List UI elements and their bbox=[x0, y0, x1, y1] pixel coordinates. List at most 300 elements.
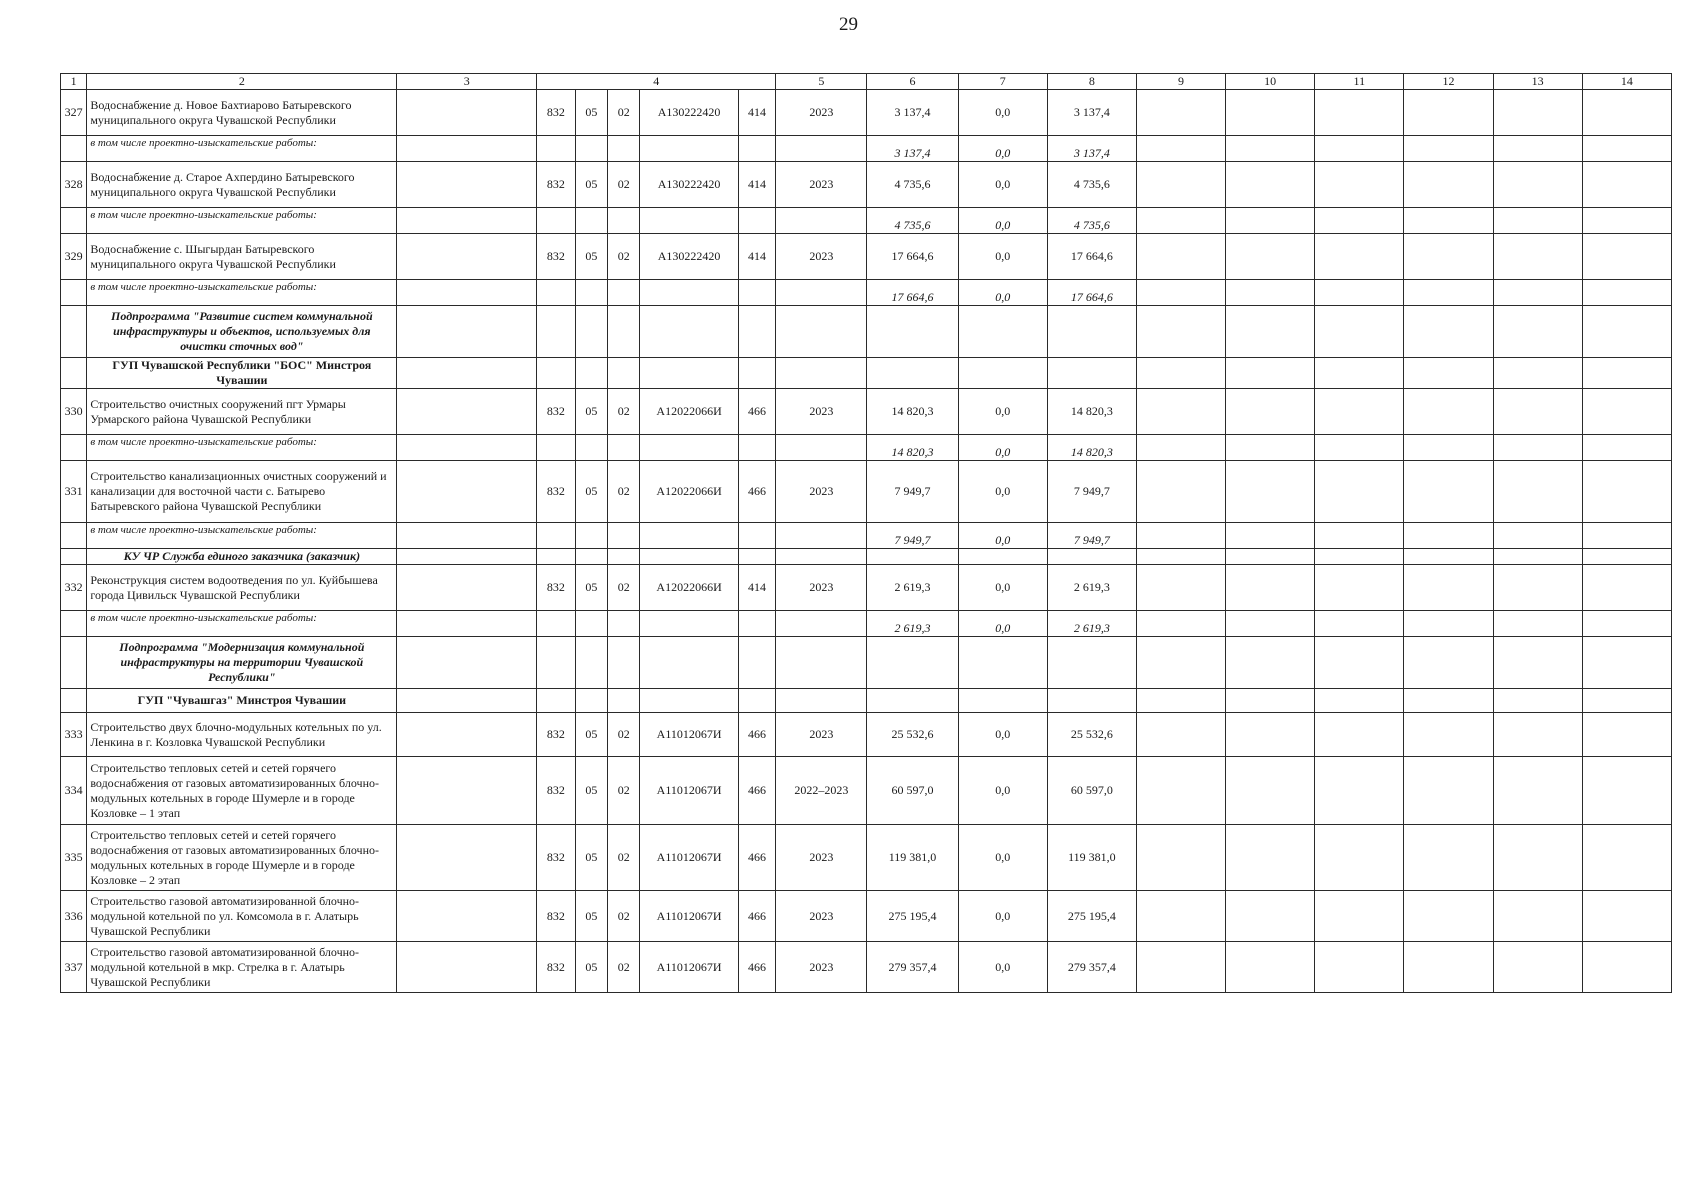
empty-cell bbox=[1493, 162, 1582, 208]
code-subsection: 02 bbox=[608, 825, 640, 891]
code-expense-type: 466 bbox=[738, 891, 776, 942]
empty-cell bbox=[608, 435, 640, 461]
empty-cell bbox=[1493, 208, 1582, 234]
year-cell: 2023 bbox=[776, 389, 867, 435]
year-cell: 2023 bbox=[776, 891, 867, 942]
header-cell: 14 bbox=[1582, 74, 1671, 90]
object-name: Строительство газовой автоматизированной блочно-модульной котельной по ул. Комсомола в г. Алатырь Чувашской Республики bbox=[87, 891, 397, 942]
code-section: 05 bbox=[575, 713, 607, 757]
code-section: 05 bbox=[575, 162, 607, 208]
code-subsection: 02 bbox=[608, 461, 640, 523]
year-cell: 2023 bbox=[776, 713, 867, 757]
code-target-article: А11012067И bbox=[640, 757, 738, 825]
object-name: Строительство газовой автоматизированной блочно-модульной котельной в мкр. Стрелка в г. Алатырь Чувашской Республики bbox=[87, 942, 397, 993]
empty-cell bbox=[1493, 306, 1582, 358]
empty-cell bbox=[1315, 306, 1404, 358]
code-section: 05 bbox=[575, 461, 607, 523]
design-work-row bbox=[61, 208, 1672, 234]
empty-cell bbox=[1404, 565, 1493, 611]
amount-col8: 25 532,6 bbox=[1047, 713, 1136, 757]
design-amount-col7: 0,0 bbox=[958, 136, 1047, 162]
code-grbs: 832 bbox=[537, 162, 576, 208]
object-name: Водоснабжение д. Новое Бахтиарово Батыревского муниципального округа Чувашской Республики bbox=[87, 90, 397, 136]
row-number: 328 bbox=[61, 162, 87, 208]
empty-cell bbox=[738, 306, 776, 358]
amount-col7: 0,0 bbox=[958, 461, 1047, 523]
empty-cell bbox=[1404, 234, 1493, 280]
code-grbs: 832 bbox=[537, 389, 576, 435]
empty-cell bbox=[1136, 757, 1225, 825]
empty-cell bbox=[397, 461, 537, 523]
amount-col7: 0,0 bbox=[958, 234, 1047, 280]
empty-cell bbox=[1582, 757, 1671, 825]
empty-cell bbox=[1136, 549, 1225, 565]
organization-row bbox=[61, 549, 1672, 565]
design-amount-total: 4 735,6 bbox=[867, 208, 958, 234]
empty-cell bbox=[575, 358, 607, 389]
design-work-note: в том числе проектно-изыскательские работы: bbox=[87, 280, 397, 306]
amount-col7: 0,0 bbox=[958, 162, 1047, 208]
empty-cell bbox=[1226, 280, 1315, 306]
empty-cell bbox=[1226, 891, 1315, 942]
empty-cell bbox=[1226, 611, 1315, 637]
empty-cell bbox=[1315, 280, 1404, 306]
empty-cell bbox=[397, 389, 537, 435]
empty-cell bbox=[575, 549, 607, 565]
design-amount-total: 7 949,7 bbox=[867, 523, 958, 549]
empty-cell bbox=[61, 523, 87, 549]
empty-cell bbox=[1493, 435, 1582, 461]
empty-cell bbox=[1315, 942, 1404, 993]
code-expense-type: 414 bbox=[738, 234, 776, 280]
empty-cell bbox=[1582, 306, 1671, 358]
code-grbs: 832 bbox=[537, 90, 576, 136]
empty-cell bbox=[1404, 523, 1493, 549]
amount-col7: 0,0 bbox=[958, 713, 1047, 757]
empty-cell bbox=[608, 689, 640, 713]
design-work-row bbox=[61, 523, 1672, 549]
table-row bbox=[61, 757, 1672, 825]
object-name: Строительство двух блочно-модульных котельных по ул. Ленкина в г. Козловка Чувашской Республики bbox=[87, 713, 397, 757]
empty-cell bbox=[1404, 389, 1493, 435]
empty-cell bbox=[397, 637, 537, 689]
empty-cell bbox=[640, 611, 738, 637]
year-cell: 2023 bbox=[776, 162, 867, 208]
code-expense-type: 414 bbox=[738, 565, 776, 611]
empty-cell bbox=[1315, 565, 1404, 611]
empty-cell bbox=[738, 611, 776, 637]
design-work-row bbox=[61, 136, 1672, 162]
empty-cell bbox=[958, 689, 1047, 713]
object-name: Реконструкция систем водоотведения по ул. Куйбышева города Цивильск Чувашской Республики bbox=[87, 565, 397, 611]
empty-cell bbox=[1136, 389, 1225, 435]
empty-cell bbox=[397, 90, 537, 136]
row-number: 329 bbox=[61, 234, 87, 280]
empty-cell bbox=[1582, 891, 1671, 942]
header-cell: 10 bbox=[1226, 74, 1315, 90]
empty-cell bbox=[1493, 136, 1582, 162]
empty-cell bbox=[537, 358, 576, 389]
empty-cell bbox=[1315, 461, 1404, 523]
amount-total: 3 137,4 bbox=[867, 90, 958, 136]
empty-cell bbox=[1582, 942, 1671, 993]
empty-cell bbox=[61, 136, 87, 162]
empty-cell bbox=[958, 306, 1047, 358]
amount-col8: 275 195,4 bbox=[1047, 891, 1136, 942]
code-grbs: 832 bbox=[537, 461, 576, 523]
empty-cell bbox=[1404, 891, 1493, 942]
empty-cell bbox=[1136, 90, 1225, 136]
code-section: 05 bbox=[575, 90, 607, 136]
empty-cell bbox=[1582, 162, 1671, 208]
organization-row bbox=[61, 358, 1672, 389]
empty-cell bbox=[776, 689, 867, 713]
empty-cell bbox=[1047, 306, 1136, 358]
row-number: 335 bbox=[61, 825, 87, 891]
empty-cell bbox=[1493, 90, 1582, 136]
empty-cell bbox=[640, 306, 738, 358]
code-expense-type: 414 bbox=[738, 90, 776, 136]
amount-total: 25 532,6 bbox=[867, 713, 958, 757]
empty-cell bbox=[1047, 637, 1136, 689]
code-target-article: А130222420 bbox=[640, 90, 738, 136]
empty-cell bbox=[1226, 358, 1315, 389]
empty-cell bbox=[1582, 611, 1671, 637]
empty-cell bbox=[1226, 435, 1315, 461]
empty-cell bbox=[1493, 942, 1582, 993]
empty-cell bbox=[776, 523, 867, 549]
empty-cell bbox=[397, 136, 537, 162]
empty-cell bbox=[61, 208, 87, 234]
code-subsection: 02 bbox=[608, 389, 640, 435]
amount-total: 60 597,0 bbox=[867, 757, 958, 825]
amount-col7: 0,0 bbox=[958, 757, 1047, 825]
amount-col7: 0,0 bbox=[958, 942, 1047, 993]
empty-cell bbox=[1136, 306, 1225, 358]
empty-cell bbox=[537, 280, 576, 306]
empty-cell bbox=[1493, 358, 1582, 389]
header-cell: 6 bbox=[867, 74, 958, 90]
empty-cell bbox=[575, 136, 607, 162]
code-section: 05 bbox=[575, 891, 607, 942]
code-target-article: А11012067И bbox=[640, 825, 738, 891]
empty-cell bbox=[1226, 306, 1315, 358]
design-work-row bbox=[61, 435, 1672, 461]
empty-cell bbox=[776, 136, 867, 162]
empty-cell bbox=[776, 280, 867, 306]
code-expense-type: 466 bbox=[738, 942, 776, 993]
empty-cell bbox=[1404, 713, 1493, 757]
code-expense-type: 414 bbox=[738, 162, 776, 208]
empty-cell bbox=[575, 689, 607, 713]
empty-cell bbox=[1136, 523, 1225, 549]
budget-table-wrapper bbox=[60, 73, 1672, 993]
design-work-row bbox=[61, 611, 1672, 637]
code-expense-type: 466 bbox=[738, 389, 776, 435]
subprogram-row bbox=[61, 637, 1672, 689]
empty-cell bbox=[867, 549, 958, 565]
empty-cell bbox=[1493, 825, 1582, 891]
year-cell: 2023 bbox=[776, 825, 867, 891]
empty-cell bbox=[1493, 637, 1582, 689]
empty-cell bbox=[1582, 234, 1671, 280]
empty-cell bbox=[1315, 825, 1404, 891]
empty-cell bbox=[1315, 162, 1404, 208]
object-name: Строительство канализационных очистных сооружений и канализации для восточной части с. Батырево Батыревского района Чувашской Республики bbox=[87, 461, 397, 523]
design-amount-col8: 14 820,3 bbox=[1047, 435, 1136, 461]
empty-cell bbox=[1404, 136, 1493, 162]
empty-cell bbox=[1582, 523, 1671, 549]
empty-cell bbox=[397, 208, 537, 234]
code-target-article: А12022066И bbox=[640, 565, 738, 611]
empty-cell bbox=[1315, 637, 1404, 689]
organization-title: ГУП Чувашской Республики "БОС" Минстроя Чувашии bbox=[87, 358, 397, 389]
empty-cell bbox=[1047, 689, 1136, 713]
empty-cell bbox=[738, 523, 776, 549]
empty-cell bbox=[608, 358, 640, 389]
empty-cell bbox=[397, 611, 537, 637]
object-name: Водоснабжение с. Шыгырдан Батыревского муниципального округа Чувашской Республики bbox=[87, 234, 397, 280]
code-grbs: 832 bbox=[537, 234, 576, 280]
empty-cell bbox=[575, 637, 607, 689]
header-cell: 11 bbox=[1315, 74, 1404, 90]
code-expense-type: 466 bbox=[738, 461, 776, 523]
amount-col8: 14 820,3 bbox=[1047, 389, 1136, 435]
code-target-article: А12022066И bbox=[640, 389, 738, 435]
empty-cell bbox=[1404, 757, 1493, 825]
code-subsection: 02 bbox=[608, 162, 640, 208]
empty-cell bbox=[537, 523, 576, 549]
amount-col8: 279 357,4 bbox=[1047, 942, 1136, 993]
empty-cell bbox=[738, 280, 776, 306]
empty-cell bbox=[397, 306, 537, 358]
empty-cell bbox=[397, 162, 537, 208]
empty-cell bbox=[1226, 689, 1315, 713]
code-section: 05 bbox=[575, 234, 607, 280]
empty-cell bbox=[1226, 942, 1315, 993]
empty-cell bbox=[867, 358, 958, 389]
design-amount-col7: 0,0 bbox=[958, 611, 1047, 637]
code-subsection: 02 bbox=[608, 713, 640, 757]
empty-cell bbox=[776, 611, 867, 637]
empty-cell bbox=[640, 637, 738, 689]
header-cell: 9 bbox=[1136, 74, 1225, 90]
header-cell: 4 bbox=[537, 74, 776, 90]
empty-cell bbox=[61, 358, 87, 389]
header-cell: 5 bbox=[776, 74, 867, 90]
design-work-note: в том числе проектно-изыскательские работы: bbox=[87, 136, 397, 162]
empty-cell bbox=[608, 523, 640, 549]
empty-cell bbox=[1315, 389, 1404, 435]
table-row bbox=[61, 713, 1672, 757]
empty-cell bbox=[1582, 358, 1671, 389]
empty-cell bbox=[537, 611, 576, 637]
table-row bbox=[61, 942, 1672, 993]
empty-cell bbox=[1136, 280, 1225, 306]
empty-cell bbox=[1136, 234, 1225, 280]
amount-total: 4 735,6 bbox=[867, 162, 958, 208]
empty-cell bbox=[776, 637, 867, 689]
empty-cell bbox=[537, 306, 576, 358]
code-section: 05 bbox=[575, 825, 607, 891]
empty-cell bbox=[1315, 689, 1404, 713]
empty-cell bbox=[1404, 90, 1493, 136]
design-amount-col8: 2 619,3 bbox=[1047, 611, 1136, 637]
empty-cell bbox=[1136, 713, 1225, 757]
empty-cell bbox=[1493, 461, 1582, 523]
table-row bbox=[61, 234, 1672, 280]
empty-cell bbox=[1404, 611, 1493, 637]
empty-cell bbox=[1404, 162, 1493, 208]
empty-cell bbox=[537, 435, 576, 461]
year-cell: 2023 bbox=[776, 234, 867, 280]
empty-cell bbox=[537, 208, 576, 234]
row-number: 330 bbox=[61, 389, 87, 435]
empty-cell bbox=[1315, 136, 1404, 162]
table-row bbox=[61, 389, 1672, 435]
empty-cell bbox=[640, 549, 738, 565]
table-row bbox=[61, 891, 1672, 942]
empty-cell bbox=[1315, 757, 1404, 825]
empty-cell bbox=[1226, 757, 1315, 825]
empty-cell bbox=[1226, 389, 1315, 435]
empty-cell bbox=[1315, 208, 1404, 234]
design-amount-total: 3 137,4 bbox=[867, 136, 958, 162]
empty-cell bbox=[1404, 358, 1493, 389]
empty-cell bbox=[958, 358, 1047, 389]
empty-cell bbox=[1136, 611, 1225, 637]
empty-cell bbox=[397, 825, 537, 891]
row-number: 334 bbox=[61, 757, 87, 825]
empty-cell bbox=[575, 523, 607, 549]
empty-cell bbox=[1493, 549, 1582, 565]
empty-cell bbox=[608, 549, 640, 565]
row-number: 337 bbox=[61, 942, 87, 993]
header-cell: 7 bbox=[958, 74, 1047, 90]
empty-cell bbox=[575, 208, 607, 234]
empty-cell bbox=[1047, 358, 1136, 389]
empty-cell bbox=[608, 611, 640, 637]
object-name: Строительство очистных сооружений пгт Урмары Урмарского района Чувашской Республики bbox=[87, 389, 397, 435]
empty-cell bbox=[738, 208, 776, 234]
design-work-row bbox=[61, 280, 1672, 306]
empty-cell bbox=[1315, 234, 1404, 280]
empty-cell bbox=[537, 136, 576, 162]
empty-cell bbox=[397, 942, 537, 993]
code-grbs: 832 bbox=[537, 713, 576, 757]
empty-cell bbox=[1404, 689, 1493, 713]
empty-cell bbox=[1226, 162, 1315, 208]
amount-col7: 0,0 bbox=[958, 825, 1047, 891]
empty-cell bbox=[1582, 208, 1671, 234]
table-row bbox=[61, 162, 1672, 208]
amount-col8: 119 381,0 bbox=[1047, 825, 1136, 891]
empty-cell bbox=[61, 435, 87, 461]
empty-cell bbox=[776, 208, 867, 234]
code-target-article: А12022066И bbox=[640, 461, 738, 523]
empty-cell bbox=[1582, 637, 1671, 689]
empty-cell bbox=[1582, 549, 1671, 565]
amount-total: 275 195,4 bbox=[867, 891, 958, 942]
organization-row bbox=[61, 689, 1672, 713]
empty-cell bbox=[397, 891, 537, 942]
empty-cell bbox=[537, 637, 576, 689]
page-number: 29 bbox=[839, 14, 858, 35]
empty-cell bbox=[397, 565, 537, 611]
empty-cell bbox=[1136, 358, 1225, 389]
empty-cell bbox=[61, 637, 87, 689]
empty-cell bbox=[61, 306, 87, 358]
header-cell: 13 bbox=[1493, 74, 1582, 90]
code-section: 05 bbox=[575, 565, 607, 611]
empty-cell bbox=[1136, 637, 1225, 689]
amount-col8: 3 137,4 bbox=[1047, 90, 1136, 136]
design-amount-col7: 0,0 bbox=[958, 280, 1047, 306]
empty-cell bbox=[1226, 523, 1315, 549]
object-name: Строительство тепловых сетей и сетей горячего водоснабжения от газовых автоматизированных блочно-модульных котельных в городе Шумерле и в городе Козловке – 2 этап bbox=[87, 825, 397, 891]
code-subsection: 02 bbox=[608, 565, 640, 611]
design-amount-col7: 0,0 bbox=[958, 208, 1047, 234]
code-grbs: 832 bbox=[537, 565, 576, 611]
header-row bbox=[61, 74, 1672, 90]
empty-cell bbox=[776, 358, 867, 389]
code-target-article: А130222420 bbox=[640, 162, 738, 208]
empty-cell bbox=[1136, 565, 1225, 611]
empty-cell bbox=[397, 280, 537, 306]
empty-cell bbox=[61, 689, 87, 713]
empty-cell bbox=[867, 306, 958, 358]
empty-cell bbox=[1582, 461, 1671, 523]
empty-cell bbox=[1136, 825, 1225, 891]
empty-cell bbox=[1493, 523, 1582, 549]
empty-cell bbox=[738, 637, 776, 689]
empty-cell bbox=[1226, 565, 1315, 611]
empty-cell bbox=[640, 208, 738, 234]
design-work-note: в том числе проектно-изыскательские работы: bbox=[87, 208, 397, 234]
design-amount-col7: 0,0 bbox=[958, 523, 1047, 549]
design-work-note: в том числе проектно-изыскательские работы: bbox=[87, 523, 397, 549]
code-subsection: 02 bbox=[608, 891, 640, 942]
empty-cell bbox=[1315, 358, 1404, 389]
empty-cell bbox=[738, 358, 776, 389]
empty-cell bbox=[397, 713, 537, 757]
code-grbs: 832 bbox=[537, 891, 576, 942]
amount-col7: 0,0 bbox=[958, 90, 1047, 136]
empty-cell bbox=[537, 549, 576, 565]
object-name: Строительство тепловых сетей и сетей горячего водоснабжения от газовых автоматизированных блочно-модульных котельных в городе Шумерле и в городе Козловке – 1 этап bbox=[87, 757, 397, 825]
year-cell: 2023 bbox=[776, 565, 867, 611]
empty-cell bbox=[1315, 435, 1404, 461]
empty-cell bbox=[608, 280, 640, 306]
code-grbs: 832 bbox=[537, 825, 576, 891]
empty-cell bbox=[1582, 136, 1671, 162]
code-target-article: А11012067И bbox=[640, 942, 738, 993]
empty-cell bbox=[1226, 549, 1315, 565]
empty-cell bbox=[1404, 280, 1493, 306]
code-section: 05 bbox=[575, 757, 607, 825]
empty-cell bbox=[1136, 136, 1225, 162]
empty-cell bbox=[1493, 713, 1582, 757]
empty-cell bbox=[575, 306, 607, 358]
empty-cell bbox=[1226, 461, 1315, 523]
empty-cell bbox=[640, 523, 738, 549]
design-work-note: в том числе проектно-изыскательские работы: bbox=[87, 611, 397, 637]
amount-col8: 2 619,3 bbox=[1047, 565, 1136, 611]
empty-cell bbox=[1404, 637, 1493, 689]
empty-cell bbox=[61, 611, 87, 637]
empty-cell bbox=[1226, 90, 1315, 136]
empty-cell bbox=[61, 280, 87, 306]
